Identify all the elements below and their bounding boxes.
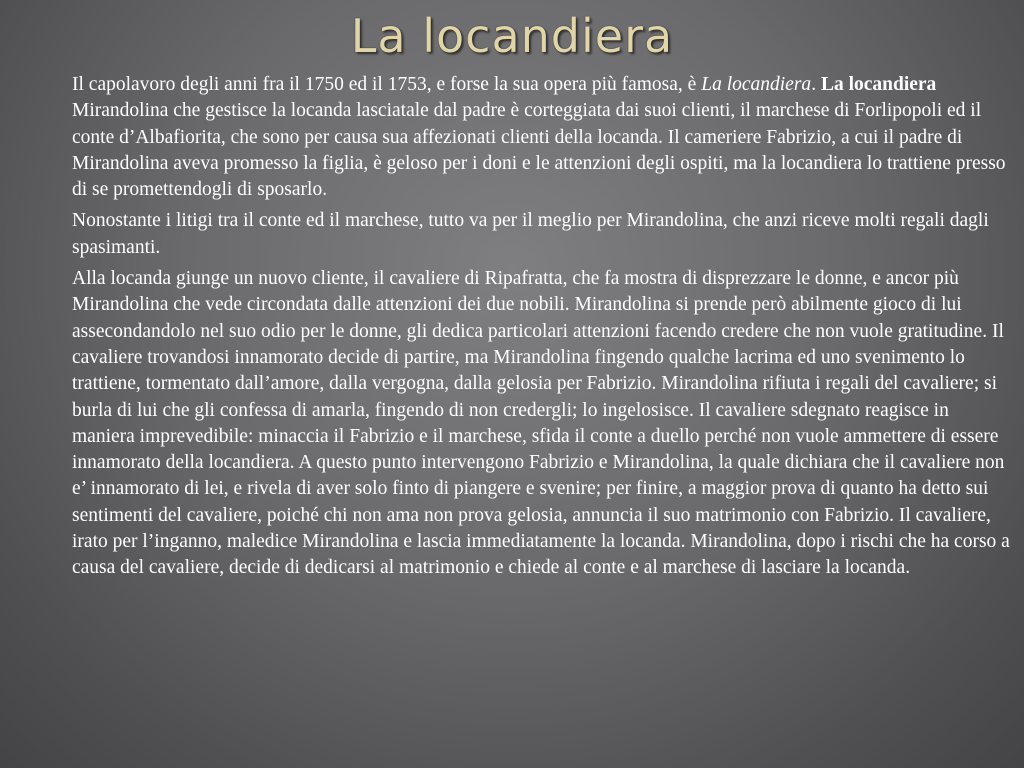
paragraph-1-bold-title: La locandiera xyxy=(820,74,937,95)
slide-title: La locandiera xyxy=(350,9,674,63)
paragraph-1-italic-title: La locandiera xyxy=(701,74,812,95)
paragraph-3: Alla locanda giunge un nuovo cliente, il cavaliere di Ripafratta, che fa mostra di disprezzare le donne, e ancor più Mirandolina che vede circondata dalle attenzioni dei due nobili. Mirandolina si prende però abilmente gioco di lui assecondandolo nel suo odio per le donne, gli dedica particolari attenzioni facendo credere che non vuole gratitudine. Il cavaliere trovandosi innamorato decide di partire, ma Mirandolina fingendo qualche lacrima ed uno svenimento lo trattiene, tormentato dall’amore, dalla vergogna, dalla gelosia per Fabrizio. Mirandolina rifiuta i regali del cavaliere; si burla di lui che gli confessa di amarla, fingendo di non credergli; lo ingelosisce. Il cavaliere sdegnato reagisce in maniera imprevedibile: minaccia il Fabrizio e il marchese, sfida il conte a duello perché non vuole ammettere di essere innamorato della locandiera. A questo punto intervengono Fabrizio e Mirandolina, la quale dichiara che il cavaliere non e’ innamorato di lei, e rivela di aver solo finto di piangere e svenire; per finire, a maggior prova di quanto ha detto sui sentimenti del cavaliere, poiché chi non ama non prova gelosia, annuncia il suo matrimonio con Fabrizio. Il cavaliere, irato per l’inganno, maledice Mirandolina e lascia immediatamente la locanda. Mirandolina, dopo i rischi che ha corso a causa del cavaliere, decide di dedicarsi al matrimonio e chiede al conte e al marchese di lasciare la locanda. xyxy=(72,268,1010,579)
paragraph-1-period: . xyxy=(811,74,821,95)
paragraph-1-lead: Il capolavoro degli anni fra il 1750 ed il 1753, e forse la sua opera più famosa, è xyxy=(72,74,702,95)
paragraph-2: Nonostante i litigi tra il conte ed il marchese, tutto va per il meglio per Mirandolina, che anzi riceve molti regali dagli spasimanti. xyxy=(72,210,989,258)
paragraph-1-rest: Mirandolina che gestisce la locanda lasciatale dal padre è corteggiata dai suoi clienti, il marchese di Forlipopoli ed il conte d’Albafiorita, che sono per causa sua affezionati clienti della locanda. Il cameriere Fabrizio, a cui il padre di Mirandolina aveva promesso la figlia, è geloso per i doni e le attenzioni degli ospiti, ma la locandiera lo trattiene presso di se promettendogli di sposarlo. xyxy=(72,100,1006,201)
slide-body xyxy=(72,72,1012,587)
paragraph-1 xyxy=(72,72,1012,203)
